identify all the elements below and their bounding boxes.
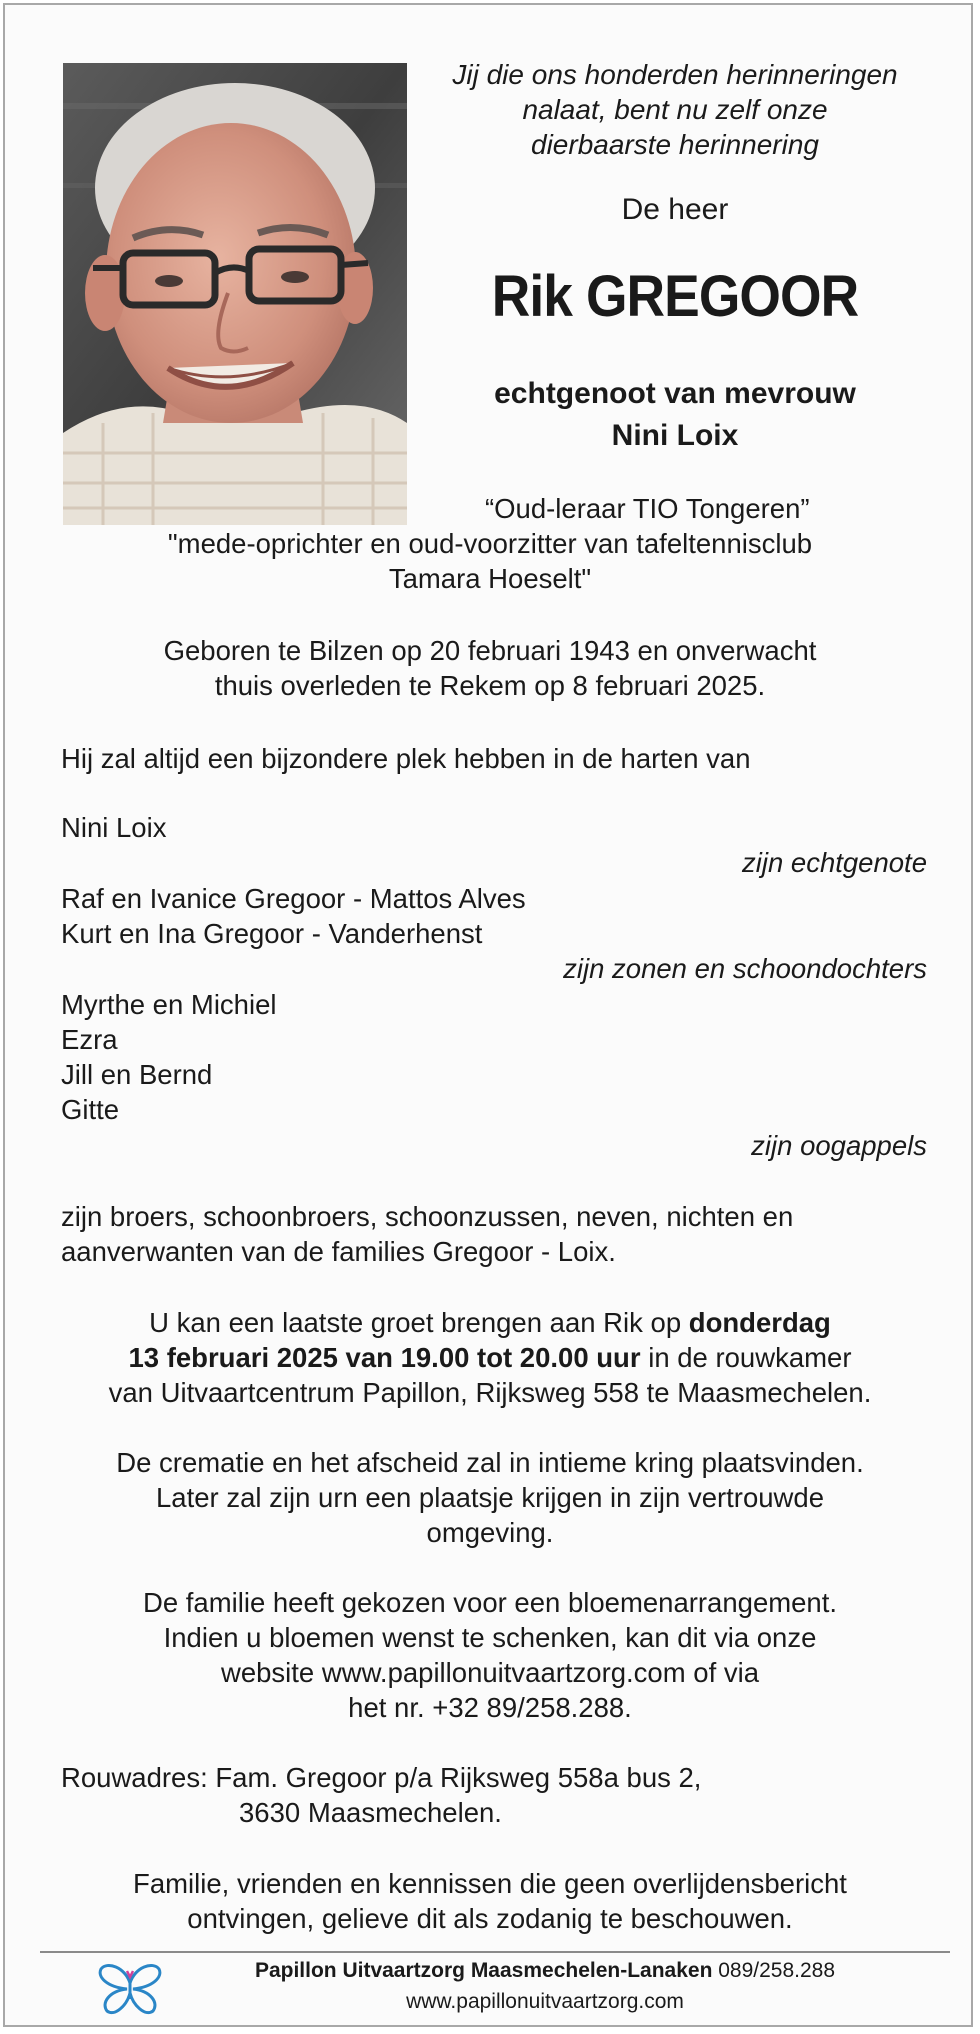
honorific: De heer [621, 193, 729, 226]
portrait-illustration [63, 63, 407, 525]
relatives-line-2: aanverwanten van de families Gregoor - Loix. [61, 1236, 616, 1267]
visit-location-intro: in de rouwkamer [640, 1342, 852, 1373]
deceased-name: Rik GREGOOR [491, 264, 859, 329]
flowers-line: website www.papillonuitvaartzorg.com of via [220, 1657, 760, 1688]
visit-line-3: van Uitvaartcentrum Papillon, Rijksweg 558 te Maasmechelen. [108, 1377, 872, 1408]
grandchild-line: Gitte [61, 1094, 120, 1125]
relatives-line-1: zijn broers, schoonbroers, schoonzussen, neven, nichten en [61, 1201, 794, 1232]
portrait-photo [63, 63, 407, 525]
visit-day: donderdag [688, 1307, 831, 1338]
quote-line: nalaat, bent nu zelf onze [522, 94, 828, 125]
spouse-line-2: Nini Loix [611, 419, 739, 452]
mourning-address-line-1: Rouwadres: Fam. Gregoor p/a Rijksweg 558a bus 2, [61, 1762, 702, 1793]
company-website: www.papillonuitvaartzorg.com [406, 1990, 684, 2013]
children-role: zijn zonen en schoondochters [563, 953, 927, 984]
footer-info [135, 1955, 975, 2017]
notice-line: Familie, vrienden en kennissen die geen overlijdensbericht [133, 1868, 847, 1899]
quote-line: Jij die ons honderden herinneringen [452, 59, 898, 90]
memorial-quote [415, 57, 935, 162]
spouse-line-1: echtgenoot van mevrouw [494, 377, 856, 410]
flowers-line: het nr. +32 89/258.288. [348, 1692, 632, 1723]
visit-line-1 [5, 1305, 975, 1340]
spouse-role: zijn echtgenote [742, 847, 927, 878]
cremation-line: omgeving. [426, 1517, 554, 1548]
career-line-2: "mede-oprichter en oud-voorzitter van tafeltennisclub [167, 528, 813, 559]
career-line-1: “Oud-leraar TIO Tongeren” [485, 493, 810, 524]
grandchild-line: Ezra [61, 1024, 118, 1055]
mourning-address-line-2: 3630 Maasmechelen. [239, 1797, 502, 1828]
cremation-line: De crematie en het afscheid zal in intieme kring plaatsvinden. [116, 1447, 864, 1478]
obituary-card [3, 3, 973, 2027]
child-line: Raf en Ivanice Gregoor - Mattos Alves [61, 883, 526, 914]
visit-text: U kan een laatste groet brengen aan Rik op [149, 1307, 689, 1338]
flowers-line: Indien u bloemen wenst te schenken, kan dit via onze [163, 1622, 817, 1653]
notice-line: ontvingen, gelieve dit als zodanig te beschouwen. [187, 1903, 793, 1934]
birth-death-line-2: thuis overleden te Rekem op 8 februari 2025. [214, 670, 766, 701]
grandchild-line: Myrthe en Michiel [61, 989, 277, 1020]
visit-datetime: 13 februari 2025 van 19.00 tot 20.00 uur [128, 1342, 641, 1373]
family-intro: Hij zal altijd een bijzondere plek hebben in de harten van [61, 743, 751, 774]
footer-company-line [135, 1955, 955, 1986]
spouse-name: Nini Loix [61, 812, 167, 843]
quote-line: dierbaarste herinnering [531, 129, 819, 160]
child-line: Kurt en Ina Gregoor - Vanderhenst [61, 918, 483, 949]
spouse-line [415, 373, 935, 457]
footer-divider [40, 1951, 950, 1953]
company-phone: 089/258.288 [712, 1959, 836, 1982]
flowers-line: De familie heeft gekozen voor een bloemenarrangement. [142, 1587, 838, 1618]
visit-line-2 [5, 1340, 975, 1375]
birth-death-line-1: Geboren te Bilzen op 20 februari 1943 en onverwacht [163, 635, 817, 666]
grandchildren-role: zijn oogappels [751, 1130, 927, 1161]
grandchild-line: Jill en Bernd [61, 1059, 213, 1090]
company-name: Papillon Uitvaartzorg Maasmechelen-Lanaken [254, 1959, 713, 1982]
cremation-line: Later zal zijn urn een plaatsje krijgen in zijn vertrouwde [156, 1482, 824, 1513]
career-line-3: Tamara Hoeselt" [388, 563, 592, 594]
